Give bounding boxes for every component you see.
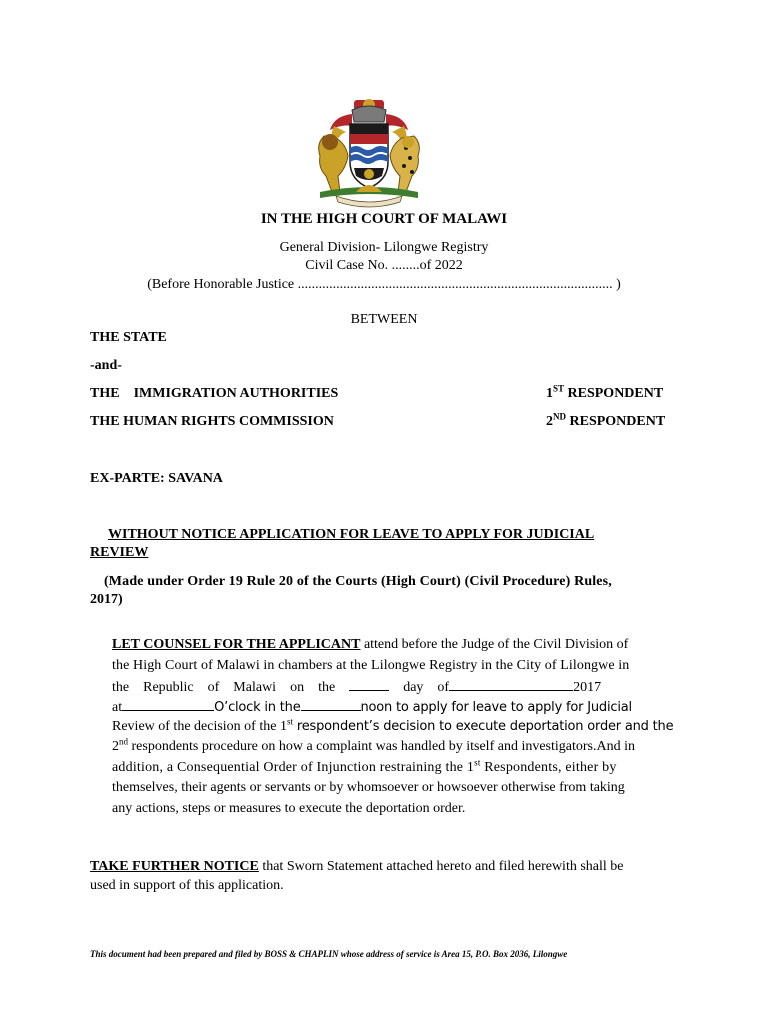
and-separator: -and- (90, 358, 122, 373)
made-under-line2: 2017) (90, 592, 123, 607)
malawi-coat-of-arms-icon (306, 96, 432, 208)
respondent-1-role: 1ST RESPONDENT (546, 383, 664, 401)
respondent-2-name: THE HUMAN RIGHTS COMMISSION (90, 414, 334, 429)
p1-line2: the High Court of Malawi in chambers at the Lilongwe Registry in the City of Lilongwe in (112, 658, 630, 673)
respondent-1-name: THE IMMIGRATION AUTHORITIES (90, 386, 339, 401)
p1-line6: 2nd respondents procedure on how a complaint was handled by itself and investigators.And in (112, 736, 635, 754)
justice-line: (Before Honorable Justice .......................................................................................... ) (147, 277, 621, 292)
footer-note: This document had been prepared and filed by BOSS & CHAPLIN whose address of service is Area 15, P.O. Box 2036, Lilongwe (90, 949, 568, 959)
court-division: General Division- Lilongwe Registry (279, 240, 489, 255)
p1-line7: addition, a Consequential Order of Injunction restraining the 1st Respondents, either by (112, 757, 617, 775)
p1-line5: Review of the decision of the 1st respondent’s decision to execute deportation order and the (112, 716, 674, 734)
court-heading: IN THE HIGH COURT OF MALAWI (260, 211, 508, 227)
between-label: BETWEEN (350, 312, 418, 327)
p2-line2: used in support of this application. (90, 878, 284, 893)
case-number: Civil Case No. ........of 2022 (305, 258, 463, 273)
p2-line1: TAKE FURTHER NOTICE that Sworn Statement attached hereto and filed herewith shall be (90, 859, 624, 874)
application-title-line2: REVIEW (90, 545, 149, 560)
ex-parte: EX-PARTE: SAVANA (90, 471, 223, 486)
p1-line8: themselves, their agents or servants or by whomsoever or howsoever otherwise from taking (112, 780, 625, 795)
p1-heading: LET COUNSEL FOR THE APPLICANT (112, 637, 361, 652)
made-under-line1: (Made under Order 19 Rule 20 of the Courts (High Court) (Civil Procedure) Rules, (104, 574, 612, 589)
p1-line3: the Republic of Malawi on the day of 2017 (112, 677, 678, 697)
p1-line9: any actions, steps or measures to execute the deportation order. (112, 801, 466, 816)
application-title-line1: WITHOUT NOTICE APPLICATION FOR LEAVE TO APPLY FOR JUDICIAL (108, 527, 595, 542)
p1-line4: at O’clock in the noon to apply for leave to apply for Judicial (112, 697, 678, 717)
party-state: THE STATE (90, 330, 167, 345)
respondent-2-role: 2ND RESPONDENT (546, 411, 666, 429)
p2-heading: TAKE FURTHER NOTICE (90, 859, 259, 874)
p1-line1: LET COUNSEL FOR THE APPLICANT attend before the Judge of the Civil Division of (112, 637, 629, 652)
